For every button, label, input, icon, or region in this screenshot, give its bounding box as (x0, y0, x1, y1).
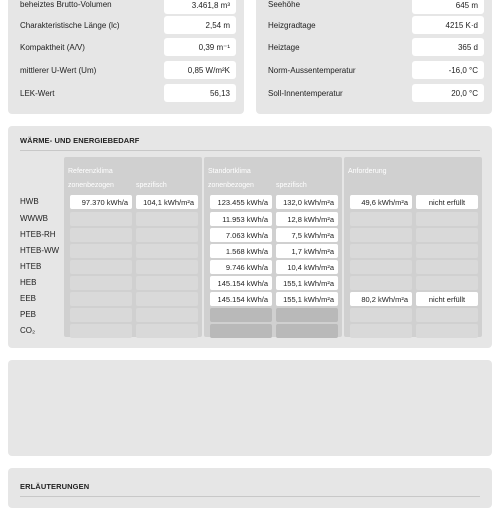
wwwb-std-spec: 12,8 kWh/m²a (276, 212, 338, 226)
explanations-title: ERLÄUTERUNGEN (20, 482, 90, 491)
std-group-header: Standortklima (208, 168, 251, 175)
explanations-divider (20, 496, 480, 497)
std-spec-header: spezifisch (276, 182, 307, 189)
lek-value: 56,13 (164, 84, 236, 102)
ref-group-header: Referenzklima (68, 168, 113, 175)
row-label-wwwb: WWWB (20, 214, 48, 223)
eeb-req-val: 80,2 kWh/m²a (350, 292, 412, 306)
co2-std-zone (210, 324, 272, 338)
blank-panel (8, 360, 492, 456)
wwwb-std-zone: 11.953 kWh/a (210, 212, 272, 226)
soll-innentemp-value: 20,0 °C (412, 84, 484, 102)
row-label-co2: CO₂ (20, 326, 36, 335)
co2-ref-spec (136, 324, 198, 338)
peb-std-zone (210, 308, 272, 322)
heiztage-value: 365 d (412, 38, 484, 56)
row-label-hteb-ww: HTEB-WW (20, 246, 60, 255)
eeb-ref-zone (70, 292, 132, 306)
hteb-std-spec: 10,4 kWh/m²a (276, 260, 338, 274)
energy-demand-panel (8, 126, 492, 348)
peb-ref-zone (70, 308, 132, 322)
wwwb-req-status (416, 212, 478, 226)
co2-req-status (416, 324, 478, 338)
co2-req-val (350, 324, 412, 338)
ref-spec-header: spezifisch (136, 182, 167, 189)
kompaktheit-value: 0,39 m⁻¹ (164, 38, 236, 56)
hteb-req-val (350, 260, 412, 274)
hteb-ref-zone (70, 260, 132, 274)
hteb-rh-req-val (350, 228, 412, 242)
seehoehe-value: 645 m (412, 0, 484, 14)
row-label-peb: PEB (20, 310, 37, 319)
hwb-ref-spec: 104,1 kWh/m²a (136, 195, 198, 209)
peb-req-val (350, 308, 412, 322)
heb-std-spec: 155,1 kWh/m²a (276, 276, 338, 290)
energy-section-title: WÄRME- UND ENERGIEBEDARF (20, 136, 140, 145)
eeb-ref-spec (136, 292, 198, 306)
hteb-rh-req-status (416, 228, 478, 242)
std-zone-header: zonenbezogen (208, 182, 254, 189)
hteb-rh-ref-zone (70, 228, 132, 242)
char-laenge-label: Charakteristische Länge (lc) (20, 21, 120, 30)
wwwb-req-val (350, 212, 412, 226)
hwb-std-spec: 132,0 kWh/m²a (276, 195, 338, 209)
row-label-heb: HEB (20, 278, 37, 287)
u-wert-value: 0,85 W/m²K (164, 61, 236, 79)
energy-title-divider (20, 150, 480, 151)
soll-innentemp-label: Soll-Innentemperatur (268, 89, 343, 98)
ref-zone-header: zonenbezogen (68, 182, 114, 189)
norm-aussentemp-label: Norm-Aussentemperatur (268, 66, 356, 75)
heb-ref-spec (136, 276, 198, 290)
bruttovolumen-value: 3.461,8 m³ (164, 0, 236, 14)
hwb-req-status: nicht erfüllt (416, 195, 478, 209)
hwb-req-val: 49,6 kWh/m²a (350, 195, 412, 209)
peb-ref-spec (136, 308, 198, 322)
peb-req-status (416, 308, 478, 322)
heiztage-label: Heiztage (268, 43, 300, 52)
seehoehe-label: Seehöhe (268, 0, 301, 9)
hteb-ww-std-spec: 1,7 kWh/m²a (276, 244, 338, 258)
hteb-ww-ref-zone (70, 244, 132, 258)
wwwb-ref-spec (136, 212, 198, 226)
hteb-ww-std-zone: 1.568 kWh/a (210, 244, 272, 258)
building-data-panel (8, 0, 244, 114)
kompaktheit-label: Kompaktheit (A/V) (20, 43, 85, 52)
wwwb-ref-zone (70, 212, 132, 226)
hteb-rh-std-spec: 7,5 kWh/m²a (276, 228, 338, 242)
row-label-hwb: HWB (20, 197, 39, 206)
climate-data-panel (256, 0, 492, 114)
heb-std-zone: 145.154 kWh/a (210, 276, 272, 290)
bruttovolumen-label: beheiztes Brutto-Volumen (20, 0, 112, 9)
peb-std-spec (276, 308, 338, 322)
heizgradtage-label: Heizgradtage (268, 21, 316, 30)
char-laenge-value: 2,54 m (164, 16, 236, 34)
hteb-ref-spec (136, 260, 198, 274)
row-label-hteb: HTEB (20, 262, 42, 271)
heb-req-status (416, 276, 478, 290)
lek-label: LEK-Wert (20, 89, 55, 98)
eeb-req-status: nicht erfüllt (416, 292, 478, 306)
heb-req-val (350, 276, 412, 290)
req-group-header: Anforderung (348, 168, 387, 175)
heizgradtage-value: 4215 K·d (412, 16, 484, 34)
explanations-panel (8, 468, 492, 508)
row-label-eeb: EEB (20, 294, 37, 303)
hteb-ww-req-val (350, 244, 412, 258)
eeb-std-zone: 145.154 kWh/a (210, 292, 272, 306)
co2-ref-zone (70, 324, 132, 338)
hteb-rh-std-zone: 7.063 kWh/a (210, 228, 272, 242)
hteb-rh-ref-spec (136, 228, 198, 242)
u-wert-label: mittlerer U-Wert (Um) (20, 66, 97, 75)
row-label-hteb-rh: HTEB-RH (20, 230, 56, 239)
hteb-req-status (416, 260, 478, 274)
hwb-std-zone: 123.455 kWh/a (210, 195, 272, 209)
hteb-ww-req-status (416, 244, 478, 258)
norm-aussentemp-value: -16,0 °C (412, 61, 484, 79)
hteb-std-zone: 9.746 kWh/a (210, 260, 272, 274)
hteb-ww-ref-spec (136, 244, 198, 258)
co2-std-spec (276, 324, 338, 338)
eeb-std-spec: 155,1 kWh/m²a (276, 292, 338, 306)
heb-ref-zone (70, 276, 132, 290)
hwb-ref-zone: 97.370 kWh/a (70, 195, 132, 209)
